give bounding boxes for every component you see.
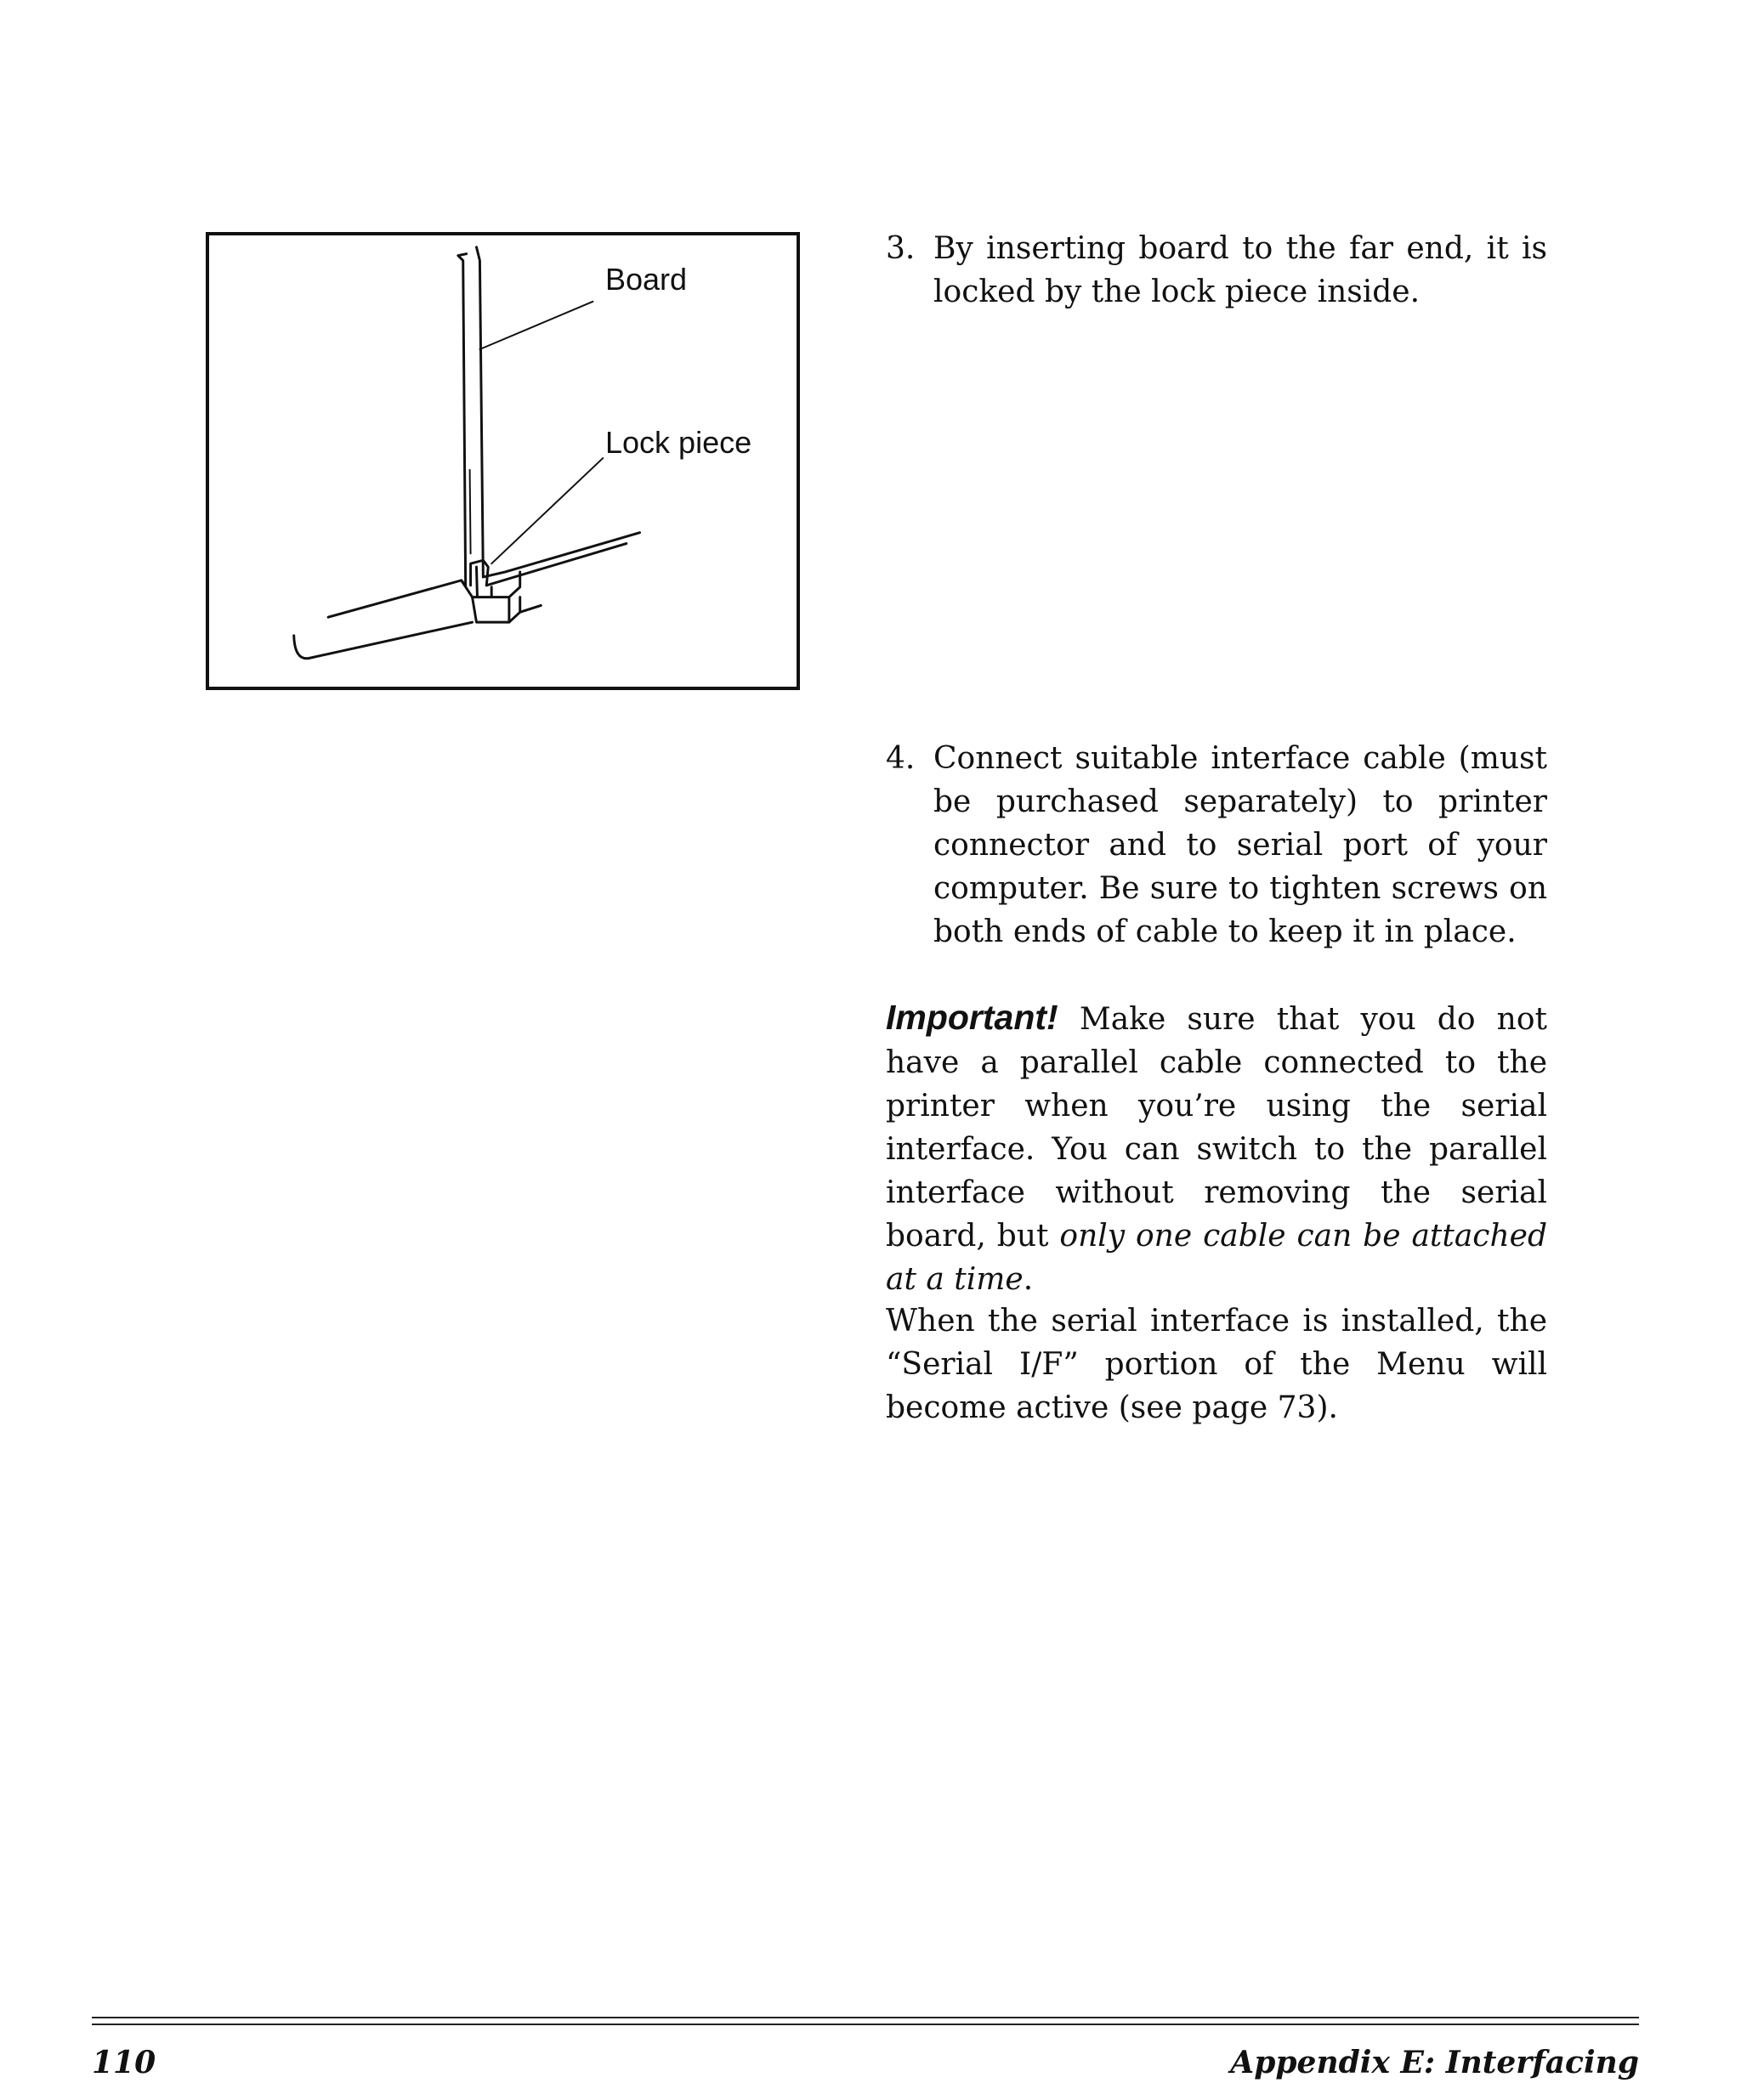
board-callout: Board <box>605 262 688 297</box>
footer-rule-top <box>92 2017 1639 2018</box>
lock-piece-callout: Lock piece <box>605 425 752 460</box>
board-lock-illustration <box>209 235 797 687</box>
serial-interface-note <box>886 1299 1547 1429</box>
important-label: Important! <box>886 998 1058 1037</box>
page-number: 110 <box>92 2045 156 2080</box>
step-text: By inserting board to the far end, it is locked by the lock piece inside. <box>933 231 1547 309</box>
step-number: 4. <box>886 741 916 776</box>
important-note <box>886 996 1547 1301</box>
section-title: Appendix E: Interfacing <box>1230 2045 1639 2080</box>
board-lock-figure <box>206 232 800 690</box>
important-text: Make sure that you do not have a parallel cable connected to the printer when you’re using the serial interface. You can switch to the parallel interface without removing the serial board, but <box>886 1002 1547 1254</box>
step-4 <box>886 737 1547 954</box>
important-end: . <box>1023 1262 1034 1297</box>
important-emphasis: only one cable can be attached at a time <box>886 1219 1547 1297</box>
step-3 <box>886 227 1547 314</box>
step-number: 3. <box>886 231 916 266</box>
step-text: Connect suitable interface cable (must be purchased separately) to printer connector and to serial port of your computer. Be sure to tighten screws on both ends of cable to keep it in place. <box>933 741 1547 949</box>
footer-rule-bottom <box>92 2024 1639 2025</box>
note-text: When the serial interface is installed, the “Serial I/F” portion of the Menu will become active (see page 73). <box>886 1304 1547 1425</box>
